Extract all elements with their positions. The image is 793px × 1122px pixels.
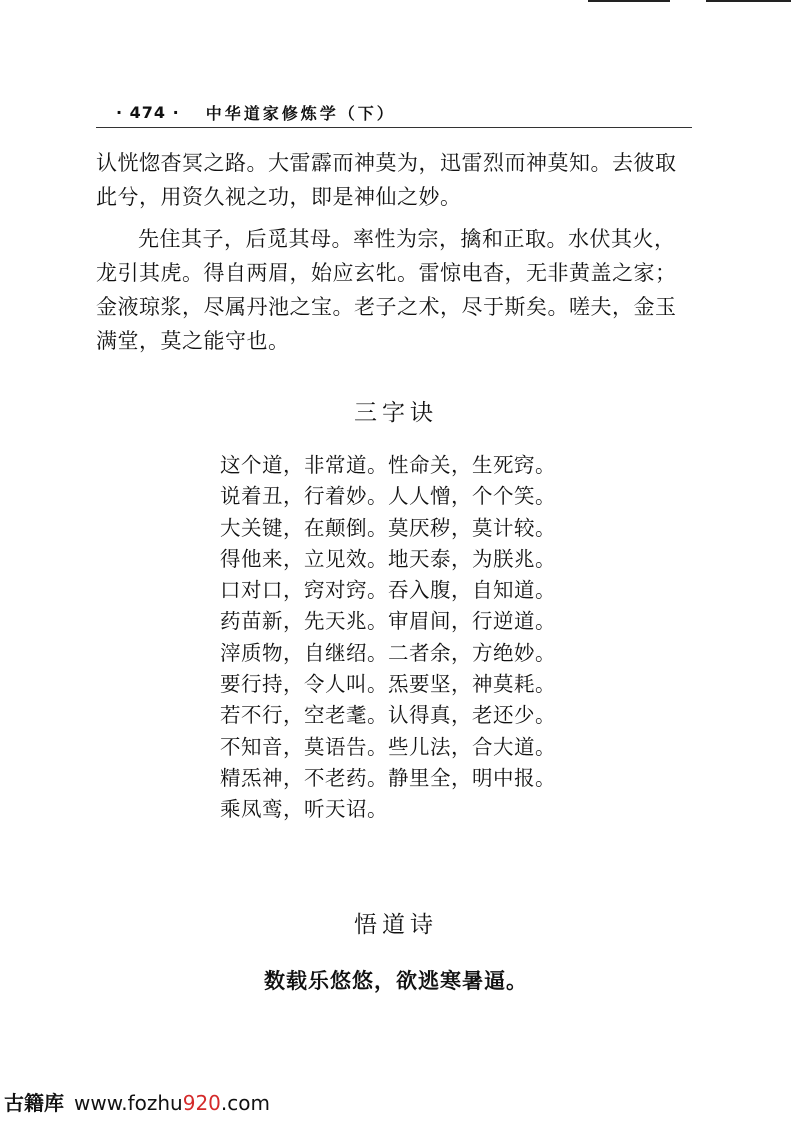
site-url-part: 920 — [182, 1091, 221, 1115]
site-url-part: www.fozhu — [74, 1091, 183, 1115]
page-number: · 474 · — [116, 102, 180, 122]
site-url-part: .com — [220, 1091, 270, 1115]
verse-line: 精炁神，不老药。静里全，明中报。 — [220, 765, 556, 790]
verse-line: 药苗新，先天兆。审眉间，行逆道。 — [220, 609, 556, 634]
verse-line: 说着丑，行着妙。人人憎，个个笑。 — [220, 484, 556, 509]
poem-line: 数载乐悠悠，欲逃寒暑逼。 — [264, 968, 528, 993]
watermark-footer — [4, 1087, 270, 1116]
verse-list — [220, 450, 680, 826]
paragraph — [96, 222, 696, 358]
verse-line: 要行持，令人叫。炁要坚，神莫耗。 — [220, 672, 556, 697]
site-name: 古籍库 — [4, 1091, 64, 1115]
header-rule — [96, 127, 692, 128]
paragraph-text: 先住其子，后觅其母。率性为宗，擒和正取。水伏其火，龙引其虎。得自两眉，始应玄牝。雷惊电杳，无非黄盖之家；金液琼浆，尽属丹池之宝。老子之术，尽于斯矣。嗟夫，金玉满堂，莫之能守也。 — [96, 227, 677, 353]
page-header — [116, 97, 696, 127]
verse-line: 得他来，立见效。地天泰，为朕兆。 — [220, 546, 556, 571]
verse-line: 口对口，窍对窍。吞入腹，自知道。 — [220, 578, 556, 603]
paragraph-text: 认恍惚杳冥之路。大雷霹而神莫为，迅雷烈而神莫知。去彼取此兮，用资久视之功，即是神仙之妙。 — [96, 151, 677, 209]
verse-line: 大关键，在颠倒。莫厌秽，莫计较。 — [220, 515, 556, 540]
verse-line: 不知音，莫语告。些儿法，合大道。 — [220, 734, 556, 759]
top-edge-mark — [706, 0, 791, 2]
verse-line: 这个道，非常道。性命关，生死窍。 — [220, 453, 556, 477]
paragraph-continued — [96, 146, 696, 214]
section-title-wudaoshi: 悟道诗 — [354, 912, 438, 938]
running-title: 中华道家修炼学（下） — [205, 103, 396, 123]
verse-line: 乘凤鸾，听天诏。 — [220, 797, 388, 822]
section-title-sanzijue: 三字诀 — [354, 400, 438, 426]
top-edge-mark — [588, 0, 670, 2]
verse-line: 滓质物，自继绍。二者余，方绝妙。 — [220, 640, 556, 665]
verse-line: 若不行，空老耄。认得真，老还少。 — [220, 703, 556, 728]
